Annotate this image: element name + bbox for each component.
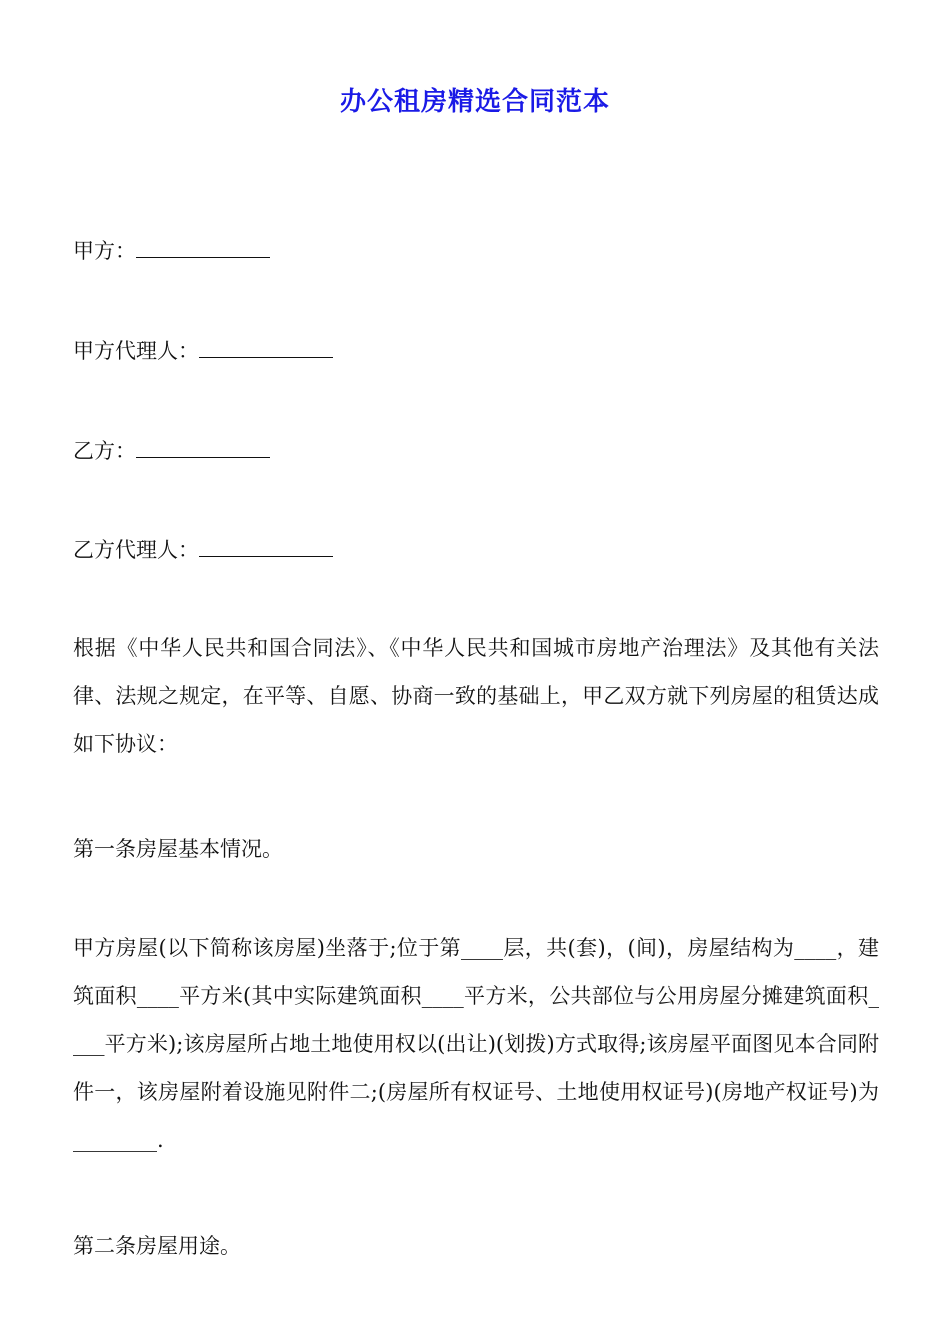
party-a-blank: [136, 237, 270, 258]
party-b-line: [73, 436, 270, 466]
party-b-agent-blank: [199, 536, 333, 557]
party-b-agent-label: 乙方代理人：: [73, 538, 199, 562]
party-a-label: 甲方：: [73, 239, 136, 263]
party-b-agent-line: [73, 535, 333, 565]
article-2-heading: 第二条房屋用途。: [73, 1234, 241, 1258]
party-a-line: [73, 236, 270, 266]
article-1-body: 甲方房屋(以下简称该房屋)坐落于;位于第____层，共(套)，(间)，房屋结构为____，建筑面积____平方米(其中实际建筑面积____平方米，公共部位与公用房屋分摊建筑面积____平方米);该房屋所占地土地使用权以(出让)(划拨)方式取得;该房屋平面图见本合同附件一，该房屋附着设施见附件二;(房屋所有权证号、土地使用权证号)(房地产权证号)为________.: [73, 936, 879, 1152]
article-1-heading: 第一条房屋基本情况。: [73, 837, 283, 861]
party-a-agent-line: [73, 336, 333, 366]
party-b-label: 乙方：: [73, 439, 136, 463]
party-a-agent-blank: [199, 337, 333, 358]
preamble-paragraph: 根据《中华人民共和国合同法》、《中华人民共和国城市房地产治理法》及其他有关法律、法规之规定，在平等、自愿、协商一致的基础上，甲乙双方就下列房屋的租赁达成如下协议：: [73, 636, 879, 756]
page-title: 办公租房精选合同范本: [339, 87, 610, 117]
party-a-agent-label: 甲方代理人：: [73, 339, 199, 363]
party-b-blank: [136, 437, 270, 458]
